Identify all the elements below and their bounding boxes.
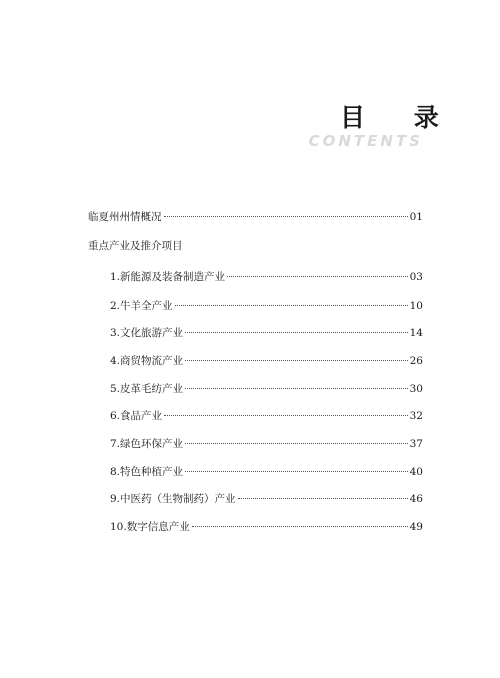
toc-page-number: 40 [409,466,423,478]
toc-entry-label: 3.文化旅游产业 [110,327,184,339]
toc-dot-leader [185,471,408,472]
toc-dot-leader [192,526,408,527]
toc-entry-item[interactable] [110,465,423,479]
toc-entry-item[interactable] [110,437,423,451]
toc-page-number: 10 [409,300,423,312]
toc-dot-leader [175,305,408,306]
toc-entry-label: 2.牛羊全产业 [110,300,173,312]
contents-title: 目 录 [340,103,459,132]
toc-page-number: 32 [409,410,423,422]
toc-dot-leader [185,360,408,361]
toc-dot-leader [164,415,408,416]
toc-entry-item[interactable] [110,299,423,313]
toc-page-number: 37 [409,438,423,450]
toc-section-heading: 重点产业及推介项目 [88,240,183,252]
toc-entry-label: 7.绿色环保产业 [110,438,184,450]
toc-dot-leader [238,498,408,499]
toc-page-number: 49 [409,521,423,533]
toc-entry-item[interactable] [110,326,423,340]
toc-entry-item[interactable] [110,520,423,534]
toc-dot-leader [227,276,408,277]
contents-subtitle: CONTENTS [308,132,423,150]
toc-page-number: 46 [409,493,423,505]
toc-entry-label: 8.特色种植产业 [110,466,184,478]
toc-entry-item[interactable] [110,354,423,368]
toc-entry-item[interactable] [110,492,423,506]
toc-entry-label: 1.新能源及装备制造产业 [110,271,226,283]
toc-entry-item[interactable] [110,382,423,396]
toc-page-number: 03 [409,271,423,283]
toc-entry-item[interactable] [110,270,423,284]
toc-page-number: 26 [409,355,423,367]
toc-dot-leader [164,216,408,217]
toc-entry-item[interactable] [110,409,423,423]
toc-page-number: 01 [409,211,423,223]
toc-dot-leader [185,388,408,389]
toc-dot-leader [185,443,408,444]
toc-entry-label: 临夏州州情概况 [88,211,162,223]
toc-page-number: 30 [409,383,423,395]
toc-entry-label: 6.食品产业 [110,410,163,422]
toc-entry-label: 9.中医药（生物制药）产业 [110,493,236,505]
toc-entry-label: 5.皮革毛纺产业 [110,383,184,395]
toc-entry-overview[interactable] [88,210,423,224]
toc-dot-leader [185,332,408,333]
toc-page-number: 14 [409,327,423,339]
toc-entry-label: 10.数字信息产业 [110,521,190,533]
toc-entry-label: 4.商贸物流产业 [110,355,184,367]
